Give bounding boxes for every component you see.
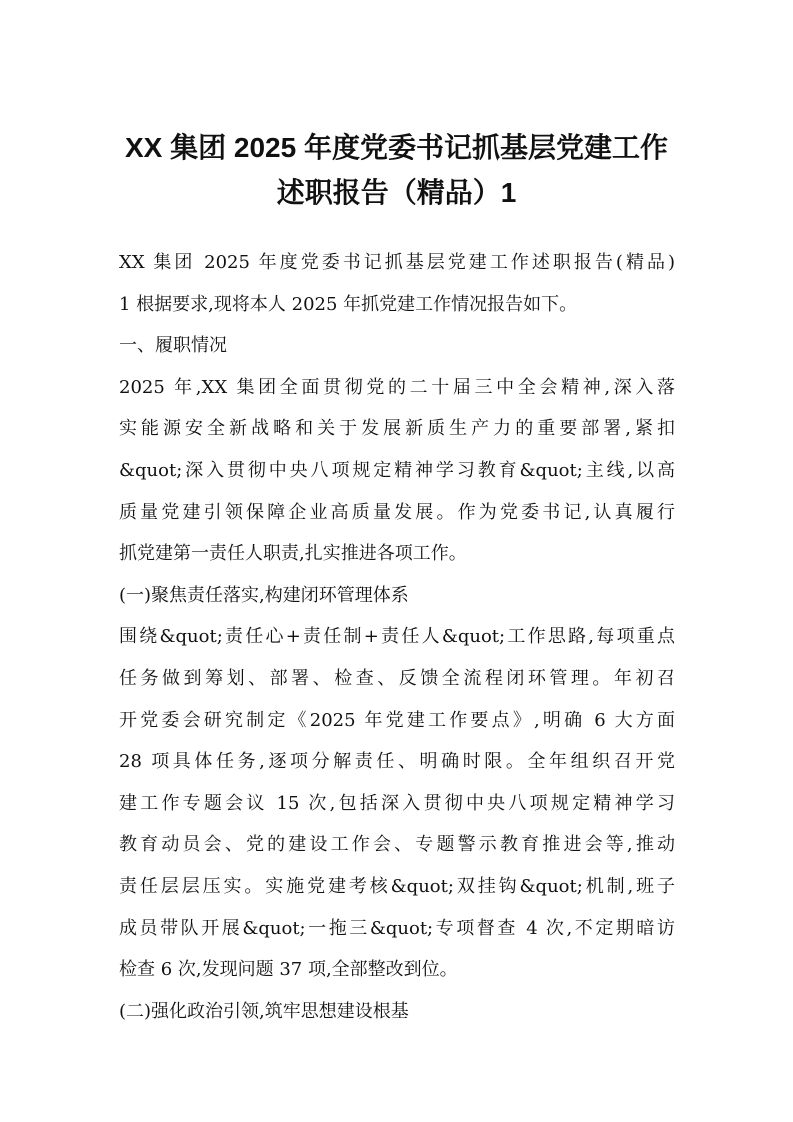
document-title-line-1: XX 集团 2025 年度党委书记抓基层党建工作 — [125, 132, 668, 163]
body-line: 任务做到筹划、部署、检查、反馈全流程闭环管理。年初召 — [119, 667, 675, 689]
body-line: 开党委会研究制定《2025 年党建工作要点》,明确 6 大方面 — [119, 709, 675, 731]
body-line: 质量党建引领保障企业高质量发展。作为党委书记,认真履行 — [119, 501, 675, 523]
body-line: 检查 6 次,发现问题 37 项,全部整改到位。 — [119, 959, 458, 981]
body-line: 责任层层压实。实施党建考核&quot;双挂钩&quot;机制,班子 — [119, 875, 675, 897]
document-body — [119, 242, 675, 1032]
subsection-heading: (二)强化政治引领,筑牢思想建设根基 — [119, 1000, 409, 1022]
body-line: 实能源安全新战略和关于发展新质生产力的重要部署,紧扣 — [119, 418, 675, 440]
document-title-line-2: 述职报告（精品）1 — [276, 177, 517, 208]
body-line: 28 项具体任务,逐项分解责任、明确时限。全年组织召开党 — [119, 751, 675, 773]
body-line: 成员带队开展&quot;一拖三&quot;专项督查 4 次,不定期暗访 — [119, 917, 675, 939]
section-heading: 一、履职情况 — [119, 335, 227, 357]
body-line: 教育动员会、党的建设工作会、专题警示教育推进会等,推动 — [119, 834, 675, 856]
body-line: 围绕&quot;责任心+责任制+责任人&quot;工作思路,每项重点 — [119, 626, 675, 648]
subsection-heading: (一)聚焦责任落实,构建闭环管理体系 — [119, 584, 409, 606]
body-line: XX 集团 2025 年度党委书记抓基层党建工作述职报告(精品) — [119, 252, 675, 273]
body-line: 建工作专题会议 15 次,包括深入贯彻中央八项规定精神学习 — [119, 792, 675, 814]
body-line: &quot;深入贯彻中央八项规定精神学习教育&quot;主线,以高 — [119, 459, 675, 481]
body-line: 抓党建第一责任人职责,扎实推进各项工作。 — [119, 543, 467, 565]
body-line: 2025 年,XX 集团全面贯彻党的二十届三中全会精神,深入落 — [119, 376, 675, 398]
body-line: 1 根据要求,现将本人 2025 年抓党建工作情况报告如下。 — [119, 293, 578, 315]
